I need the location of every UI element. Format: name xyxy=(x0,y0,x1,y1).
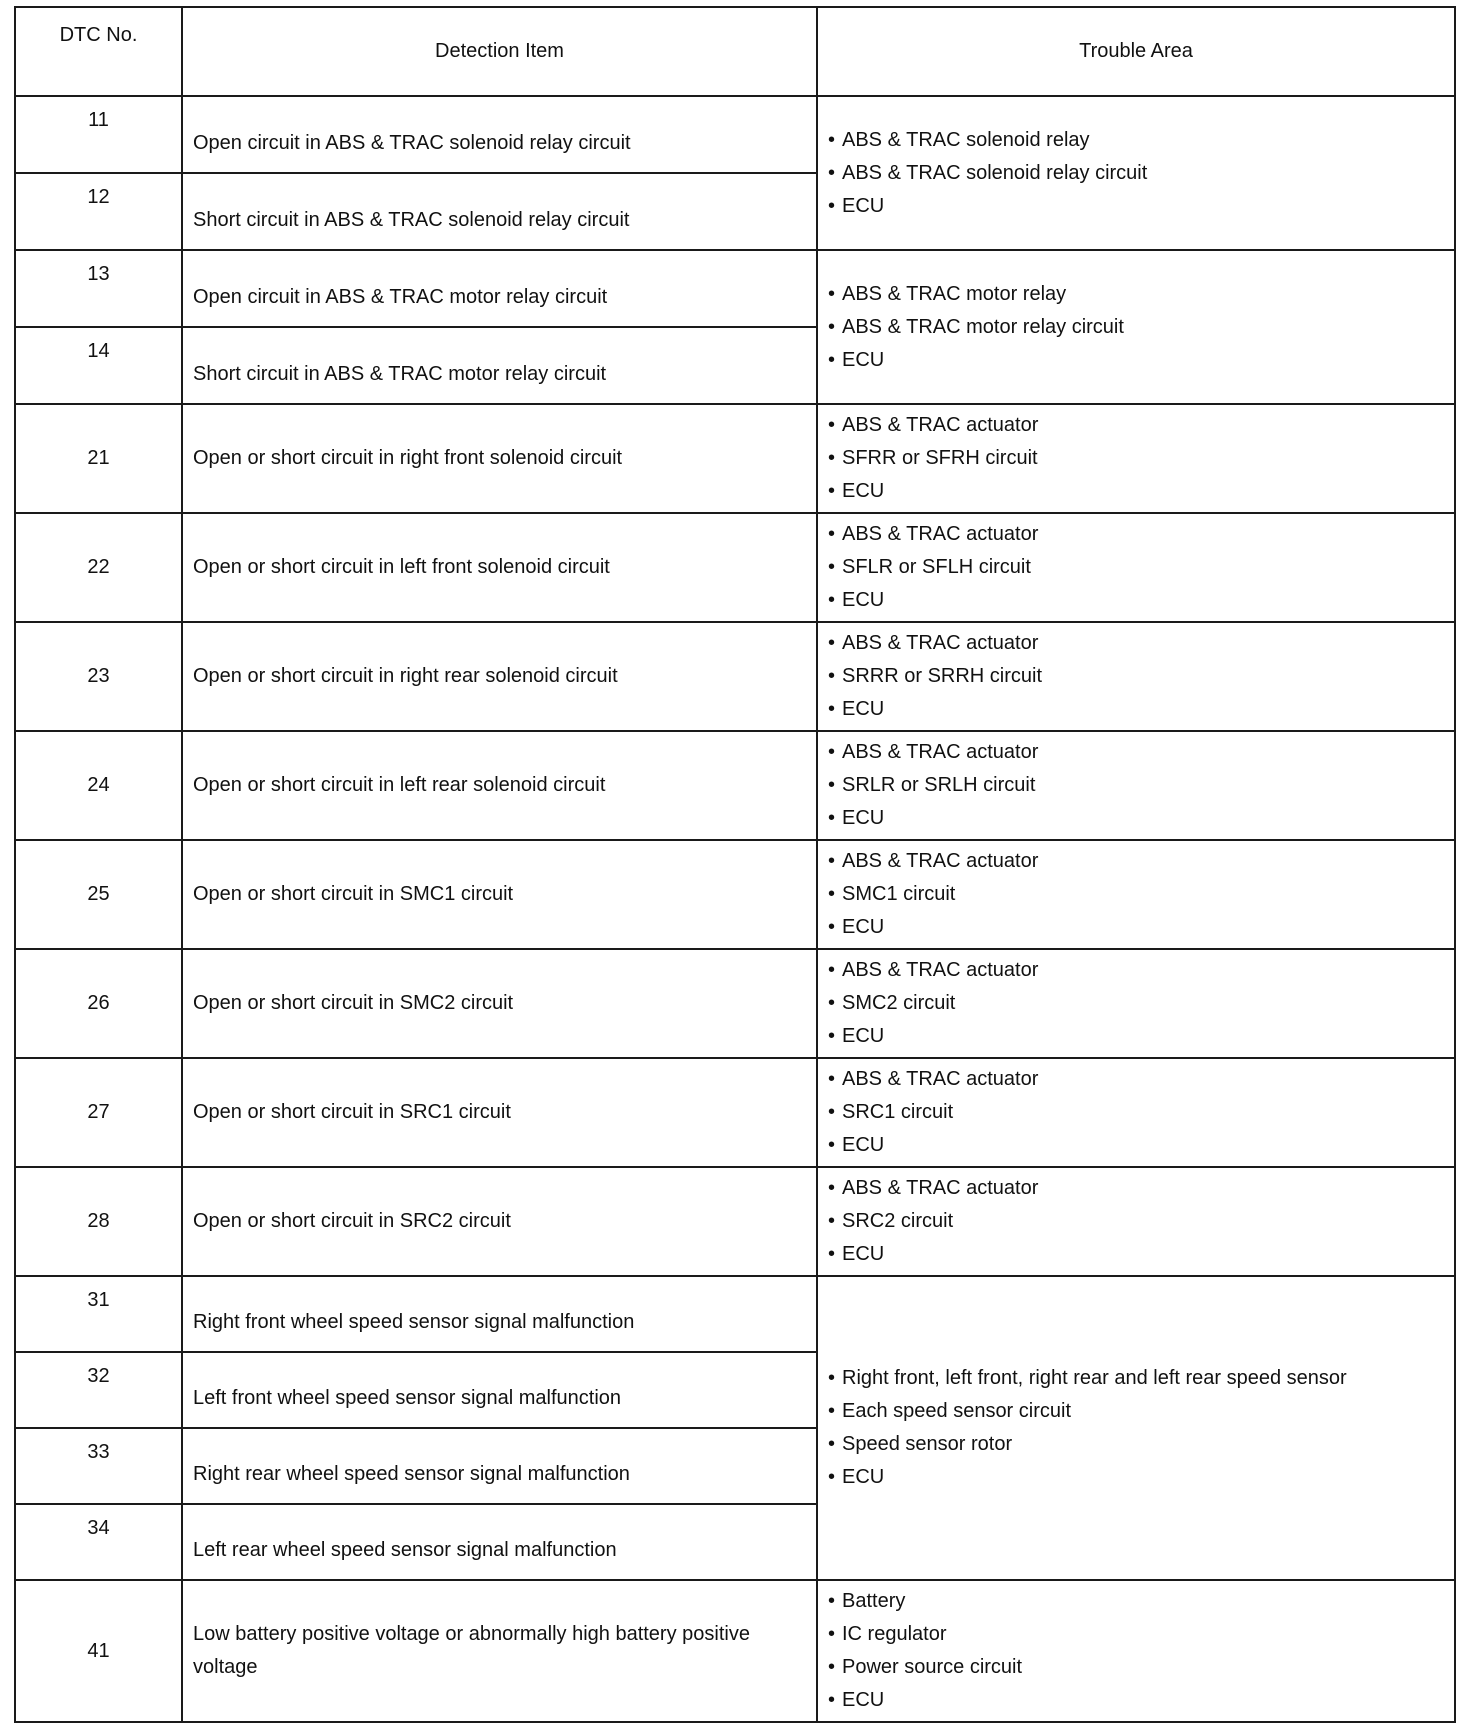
detection-item: Open or short circuit in left rear solenoid circuit xyxy=(182,731,817,840)
trouble-area-entry: • ECU xyxy=(828,475,1454,508)
table-row xyxy=(15,949,1455,1058)
dtc-code: 33 xyxy=(15,1428,182,1504)
dtc-code: 11 xyxy=(15,96,182,173)
trouble-area-entry: • ECU xyxy=(828,693,1454,726)
trouble-area-entry: • ECU xyxy=(828,584,1454,617)
trouble-area-list xyxy=(828,518,1454,617)
detection-item: Low battery positive voltage or abnormally high battery positive voltage xyxy=(182,1580,817,1722)
trouble-area-entry: • SRC1 circuit xyxy=(828,1096,1454,1129)
dtc-code: 24 xyxy=(15,731,182,840)
trouble-area-entry: • SRLR or SRLH circuit xyxy=(828,769,1454,802)
trouble-area-entry: • ABS & TRAC motor relay circuit xyxy=(828,311,1454,344)
trouble-area-entry: • ABS & TRAC solenoid relay xyxy=(828,124,1454,157)
trouble-area xyxy=(817,250,1455,404)
trouble-area-entry: • ECU xyxy=(828,1129,1454,1162)
detection-item: Left rear wheel speed sensor signal malfunction xyxy=(182,1504,817,1580)
trouble-area-list xyxy=(828,1172,1454,1271)
dtc-code: 22 xyxy=(15,513,182,622)
dtc-code: 13 xyxy=(15,250,182,327)
trouble-area-list xyxy=(828,124,1454,223)
trouble-area xyxy=(817,1276,1455,1580)
dtc-code: 25 xyxy=(15,840,182,949)
dtc-code: 14 xyxy=(15,327,182,404)
detection-item: Left front wheel speed sensor signal malfunction xyxy=(182,1352,817,1428)
trouble-area xyxy=(817,949,1455,1058)
trouble-area-list xyxy=(828,954,1454,1053)
detection-item: Open or short circuit in left front solenoid circuit xyxy=(182,513,817,622)
detection-item: Open or short circuit in SMC2 circuit xyxy=(182,949,817,1058)
table-row xyxy=(15,1058,1455,1167)
trouble-area-entry: • ECU xyxy=(828,1238,1454,1271)
trouble-area-entry: • ECU xyxy=(828,1461,1454,1494)
trouble-area-list xyxy=(828,278,1454,377)
trouble-area-entry: • ABS & TRAC actuator xyxy=(828,518,1454,551)
dtc-table xyxy=(14,6,1456,1723)
trouble-area-entry: • ABS & TRAC actuator xyxy=(828,1063,1454,1096)
dtc-code: 27 xyxy=(15,1058,182,1167)
table-row xyxy=(15,1167,1455,1276)
trouble-area-list xyxy=(828,845,1454,944)
trouble-area-entry: • ECU xyxy=(828,911,1454,944)
dtc-code: 41 xyxy=(15,1580,182,1722)
trouble-area-list xyxy=(828,1063,1454,1162)
table-row xyxy=(15,513,1455,622)
dtc-code: 32 xyxy=(15,1352,182,1428)
trouble-area-entry: • ECU xyxy=(828,1020,1454,1053)
detection-item: Open or short circuit in SRC1 circuit xyxy=(182,1058,817,1167)
trouble-area-list xyxy=(828,736,1454,835)
trouble-area xyxy=(817,731,1455,840)
trouble-area-entry: • SRRR or SRRH circuit xyxy=(828,660,1454,693)
dtc-code: 26 xyxy=(15,949,182,1058)
dtc-code: 28 xyxy=(15,1167,182,1276)
trouble-area-entry: • ABS & TRAC actuator xyxy=(828,845,1454,878)
detection-item: Open or short circuit in SRC2 circuit xyxy=(182,1167,817,1276)
trouble-area-entry: • ABS & TRAC actuator xyxy=(828,1172,1454,1205)
trouble-area-entry: • ABS & TRAC actuator xyxy=(828,409,1454,442)
trouble-area-entry: • ECU xyxy=(828,190,1454,223)
trouble-area-entry: • ECU xyxy=(828,802,1454,835)
dtc-code: 34 xyxy=(15,1504,182,1580)
trouble-area-entry: • ABS & TRAC actuator xyxy=(828,954,1454,987)
trouble-area xyxy=(817,1167,1455,1276)
trouble-area-entry: • SMC2 circuit xyxy=(828,987,1454,1020)
table-row xyxy=(15,622,1455,731)
trouble-area-entry: • IC regulator xyxy=(828,1618,1454,1651)
table-row xyxy=(15,404,1455,513)
table-row xyxy=(15,250,1455,327)
trouble-area-list xyxy=(828,409,1454,508)
trouble-area-entry: • SFRR or SFRH circuit xyxy=(828,442,1454,475)
table-row xyxy=(15,1580,1455,1722)
trouble-area xyxy=(817,96,1455,250)
table-row xyxy=(15,731,1455,840)
trouble-area-entry: • Each speed sensor circuit xyxy=(828,1395,1454,1428)
detection-item: Open or short circuit in right front solenoid circuit xyxy=(182,404,817,513)
trouble-area-entry: • ABS & TRAC solenoid relay circuit xyxy=(828,157,1454,190)
trouble-area xyxy=(817,404,1455,513)
trouble-area-entry: • SMC1 circuit xyxy=(828,878,1454,911)
trouble-area-list xyxy=(828,1585,1454,1717)
trouble-area-entry: • ABS & TRAC actuator xyxy=(828,736,1454,769)
trouble-area xyxy=(817,622,1455,731)
header-dtc-no: DTC No. xyxy=(15,7,182,96)
trouble-area-entry: • SRC2 circuit xyxy=(828,1205,1454,1238)
trouble-area-list xyxy=(828,627,1454,726)
detection-item: Open circuit in ABS & TRAC motor relay circuit xyxy=(182,250,817,327)
trouble-area-entry: • Power source circuit xyxy=(828,1651,1454,1684)
trouble-area xyxy=(817,840,1455,949)
dtc-code: 21 xyxy=(15,404,182,513)
detection-item: Short circuit in ABS & TRAC solenoid relay circuit xyxy=(182,173,817,250)
table-row xyxy=(15,1276,1455,1352)
header-row xyxy=(15,7,1455,96)
header-detection-item: Detection Item xyxy=(182,7,817,96)
trouble-area xyxy=(817,1058,1455,1167)
dtc-code: 31 xyxy=(15,1276,182,1352)
detection-item: Open circuit in ABS & TRAC solenoid relay circuit xyxy=(182,96,817,173)
trouble-area xyxy=(817,513,1455,622)
dtc-code: 23 xyxy=(15,622,182,731)
dtc-code: 12 xyxy=(15,173,182,250)
detection-item: Short circuit in ABS & TRAC motor relay circuit xyxy=(182,327,817,404)
trouble-area-entry: • ABS & TRAC actuator xyxy=(828,627,1454,660)
table-row xyxy=(15,840,1455,949)
detection-item: Open or short circuit in right rear solenoid circuit xyxy=(182,622,817,731)
trouble-area-entry: • ABS & TRAC motor relay xyxy=(828,278,1454,311)
trouble-area-entry: • Battery xyxy=(828,1585,1454,1618)
trouble-area xyxy=(817,1580,1455,1722)
detection-item: Right front wheel speed sensor signal malfunction xyxy=(182,1276,817,1352)
header-trouble-area: Trouble Area xyxy=(817,7,1455,96)
trouble-area-entry: • Right front, left front, right rear and left rear speed sensor xyxy=(828,1362,1454,1395)
trouble-area-entry: • ECU xyxy=(828,344,1454,377)
table-row xyxy=(15,96,1455,173)
trouble-area-entry: • Speed sensor rotor xyxy=(828,1428,1454,1461)
trouble-area-list xyxy=(828,1362,1454,1494)
trouble-area-entry: • SFLR or SFLH circuit xyxy=(828,551,1454,584)
trouble-area-entry: • ECU xyxy=(828,1684,1454,1717)
detection-item: Open or short circuit in SMC1 circuit xyxy=(182,840,817,949)
detection-item: Right rear wheel speed sensor signal malfunction xyxy=(182,1428,817,1504)
